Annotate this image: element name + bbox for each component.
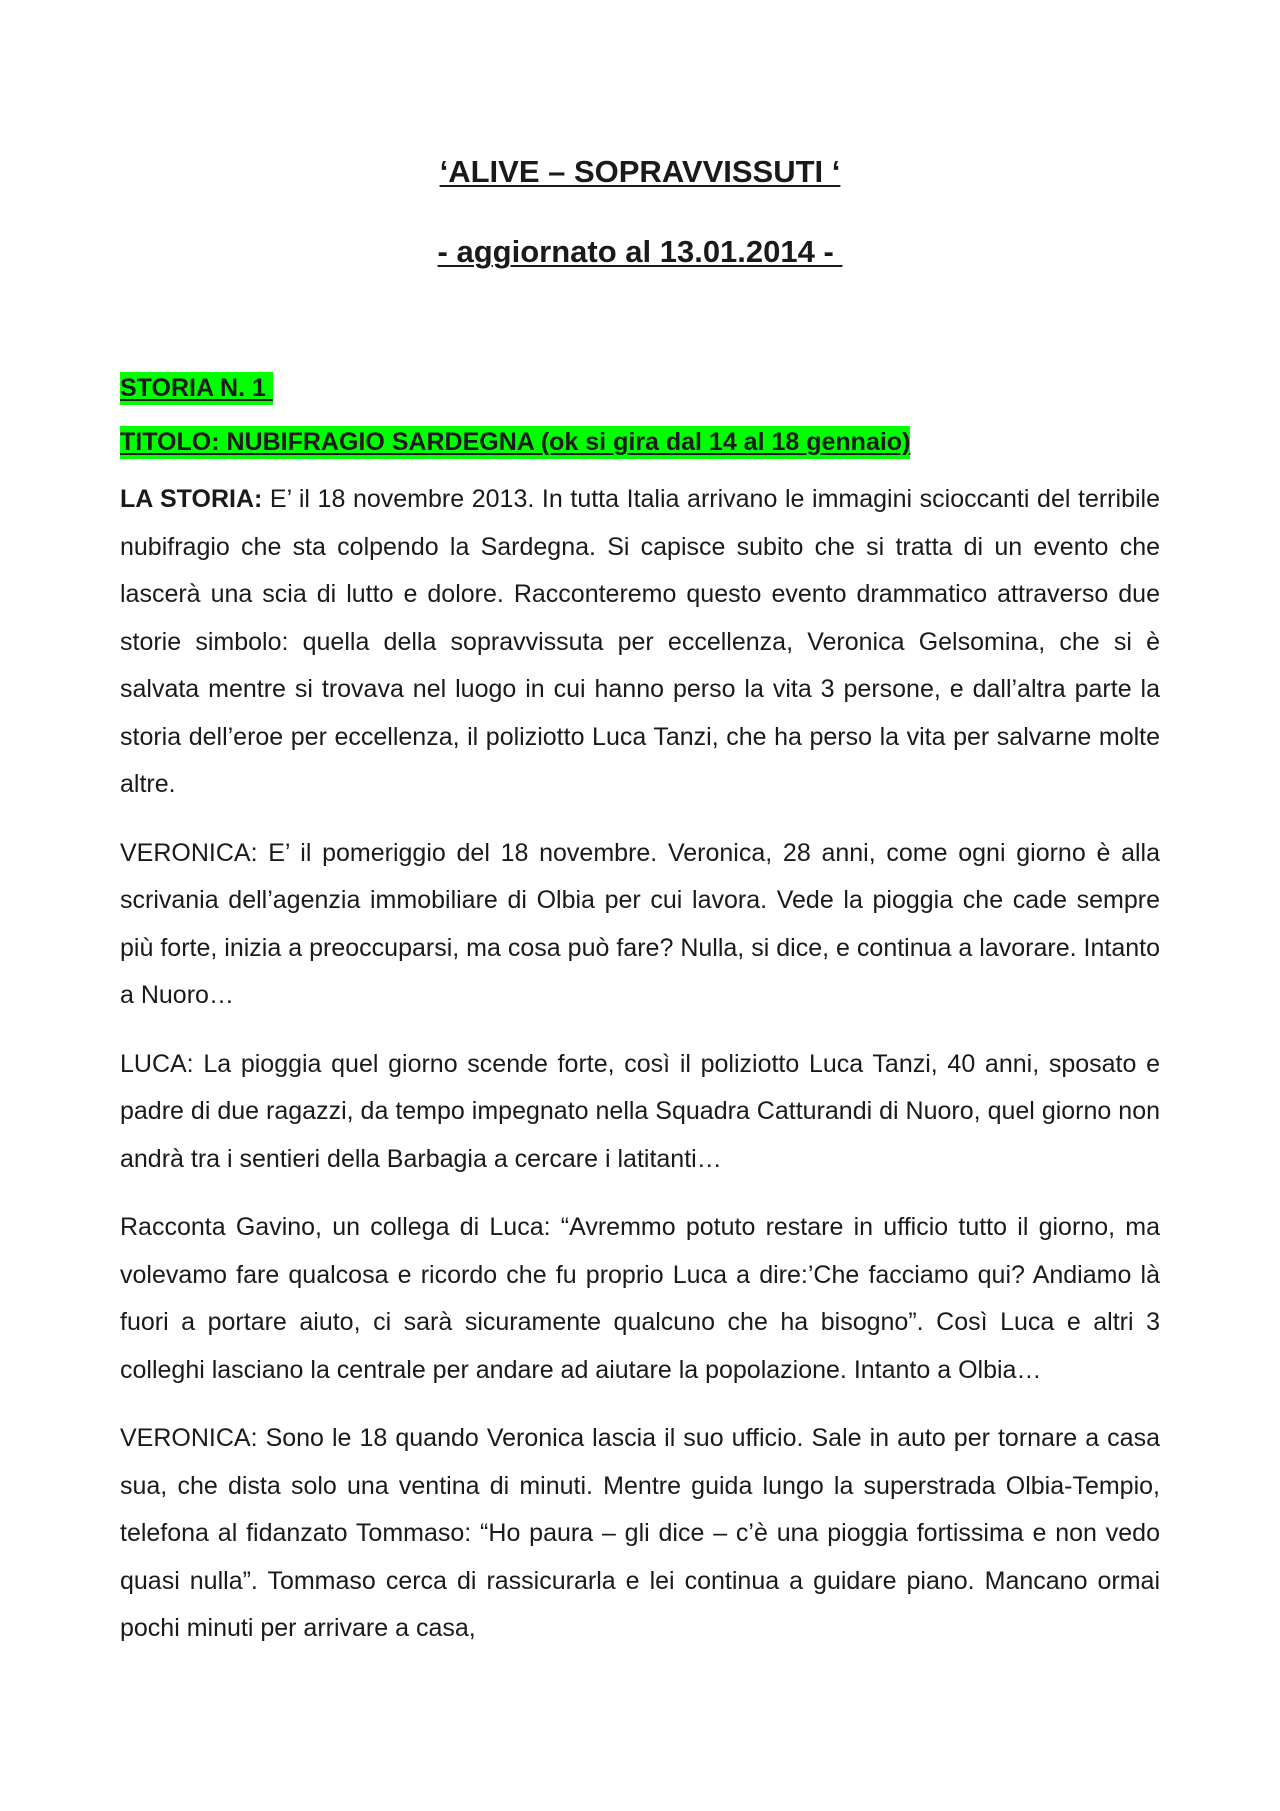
paragraph-luca: LUCA: La pioggia quel giorno scende forte, così il poliziotto Luca Tanzi, 40 anni, sposato e padre di due ragazzi, da tempo impegnato nella Squadra Catturandi di Nuoro, quel giorno non andrà tra i sentieri della Barbagia a cercare i latitanti… <box>120 1049 1160 1173</box>
story-body <box>120 476 1160 1674</box>
story-number-heading: STORIA N. 1 <box>120 372 273 405</box>
intro-text: E’ il 18 novembre 2013. In tutta Italia arrivano le immagini scioccanti del terribile nubifragio che sta colpendo la Sardegna. Si capisce subito che si tratta di un evento che lascerà una scia di lutto e dolore. Racconteremo questo evento drammatico attraverso due storie simbolo: quella della sopravvissuta per eccellenza, Veronica Gelsomina, che si è salvata mentre si trovava nel luogo in cui hanno perso la vita 3 persone, e dall’altra parte la storia dell’eroe per eccellenza, il poliziotto Luca Tanzi, che ha perso la vita per salvarne molte altre. <box>120 485 1160 798</box>
document-title: ‘ALIVE – SOPRAVVISSUTI ‘ <box>439 154 841 189</box>
intro-label: LA STORIA: <box>120 485 263 513</box>
story-title-heading: TITOLO: NUBIFRAGIO SARDEGNA (ok si gira dal 14 al 18 gennaio) <box>120 426 910 459</box>
paragraph-veronica-1: VERONICA: E’ il pomeriggio del 18 novembre. Veronica, 28 anni, come ogni giorno è alla scrivania dell’agenzia immobiliare di Olbia per cui lavora. Vede la pioggia che cade sempre più forte, inizia a preoccuparsi, ma cosa può fare? Nulla, si dice, e continua a lavorare. Intanto a Nuoro… <box>120 838 1160 1009</box>
paragraph-gavino: Racconta Gavino, un collega di Luca: “Avremmo potuto restare in ufficio tutto il giorno, ma volevamo fare qualcosa e ricordo che fu proprio Luca a dire:’Che facciamo qui? Andiamo là fuori a portare aiuto, ci sarà sicuramente qualcuno che ha bisogno”. Così Luca e altri 3 colleghi lasciano la centrale per andare ad aiutare la popolazione. Intanto a Olbia… <box>120 1213 1160 1384</box>
document-subtitle: - aggiornato al 13.01.2014 - <box>437 234 843 269</box>
paragraph-veronica-2: VERONICA: Sono le 18 quando Veronica lascia il suo ufficio. Sale in auto per tornare a casa sua, che dista solo una ventina di minuti. Mentre guida lungo la superstrada Olbia-Tempio, telefona al fidanzato Tommaso: “Ho paura – gli dice – c’è una pioggia fortissima e non vedo quasi nulla”. Tommaso cerca di rassicurarla e lei continua a guidare piano. Mancano ormai pochi minuti per arrivare a casa, <box>120 1424 1160 1642</box>
intro-paragraph <box>120 476 1160 809</box>
